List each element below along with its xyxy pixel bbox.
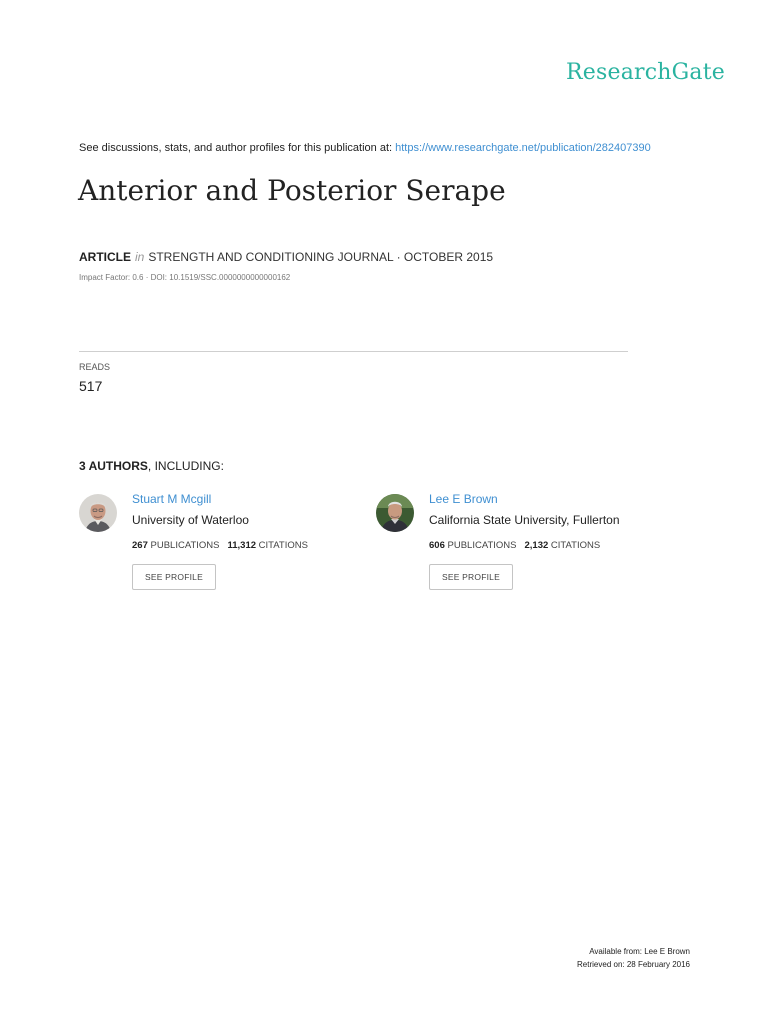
author-institution: California State University, Fullerton [429, 513, 620, 527]
intro-text: See discussions, stats, and author profiles for this publication at: [79, 142, 396, 154]
footer [577, 945, 690, 971]
avatar[interactable] [79, 494, 117, 532]
authors-heading [79, 459, 224, 473]
reads-count: 517 [79, 378, 103, 394]
in-label: in [135, 250, 145, 264]
retrieved-on: Retrieved on: 28 February 2016 [577, 960, 690, 969]
impact-doi-line: Impact Factor: 0.6 · DOI: 10.1519/SSC.0000000000000162 [79, 273, 291, 282]
available-from: Available from: Lee E Brown [589, 947, 690, 956]
article-title: Anterior and Posterior Serape [78, 174, 506, 207]
citations-label: CITATIONS [550, 540, 601, 551]
author-name-link[interactable]: Stuart M Mcgill [132, 492, 212, 506]
article-type: ARTICLE [79, 250, 131, 264]
citations-label: CITATIONS [258, 540, 308, 551]
divider [79, 351, 628, 352]
see-profile-button[interactable]: SEE PROFILE [132, 564, 216, 590]
article-meta [79, 250, 493, 264]
publications-count: 606 [429, 540, 445, 551]
reads-label: READS [79, 362, 111, 372]
publications-label: PUBLICATIONS [150, 540, 220, 551]
citations-count: 11,312 [227, 540, 257, 551]
intro-line [79, 142, 651, 154]
citations-count: 2,132 [524, 540, 549, 551]
publications-label: PUBLICATIONS [447, 540, 517, 551]
author-card [376, 492, 666, 602]
journal-name: STRENGTH AND CONDITIONING JOURNAL · OCTOBER 2015 [148, 250, 494, 264]
authors-count: 3 AUTHORS [79, 459, 148, 473]
see-profile-button[interactable]: SEE PROFILE [429, 564, 513, 590]
author-stats [429, 540, 600, 551]
publications-count: 267 [132, 540, 148, 551]
author-card [79, 492, 369, 602]
author-institution: University of Waterloo [132, 513, 249, 527]
author-stats [132, 540, 308, 551]
avatar[interactable] [376, 494, 414, 532]
author-name-link[interactable]: Lee E Brown [429, 492, 498, 506]
authors-suffix: , INCLUDING: [147, 459, 224, 473]
publication-link[interactable]: https://www.researchgate.net/publication/282407390 [395, 142, 651, 154]
researchgate-logo: ResearchGate [566, 60, 725, 85]
